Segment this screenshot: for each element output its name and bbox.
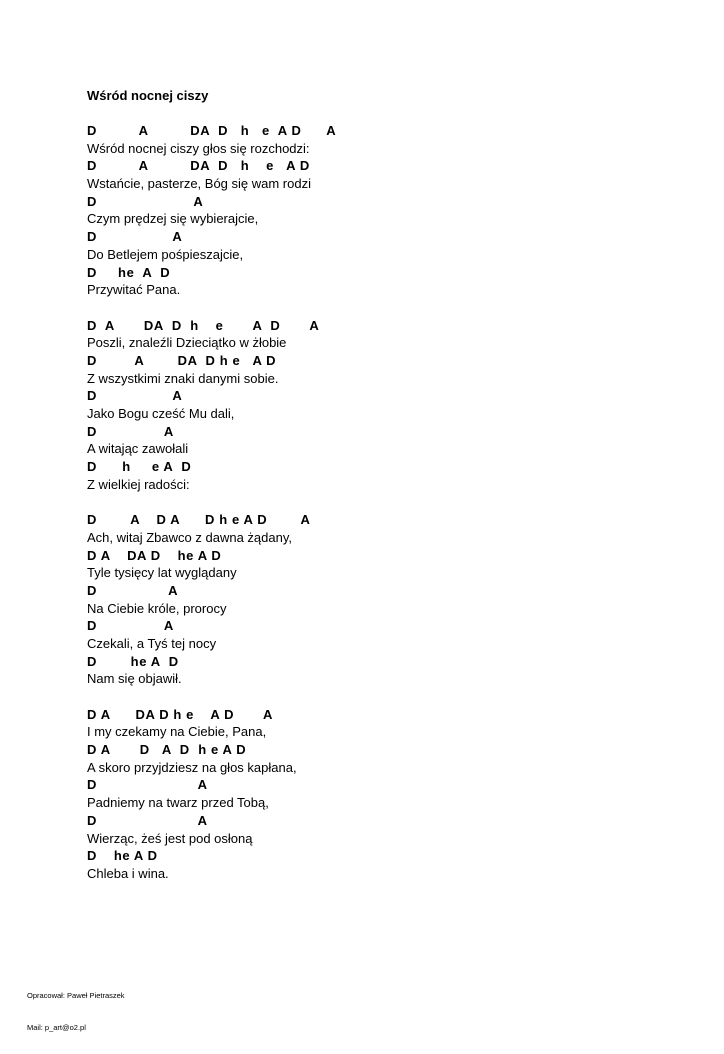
chord-line: D he A D xyxy=(87,848,158,864)
chord-line: D A D A D h e A D xyxy=(87,742,247,758)
lyric-line: A skoro przyjdziesz na głos kapłana, xyxy=(87,759,297,775)
chord-line: D A D A D h e A D A xyxy=(87,512,311,528)
lyric-line: Czekali, a Tyś tej nocy xyxy=(87,635,217,651)
lyric-line: Z wszystkimi znaki danymi sobie. xyxy=(87,370,279,386)
song-body xyxy=(87,122,687,900)
chord-line: D h e A D xyxy=(87,459,192,475)
chord-line: D A DA D h e A D A xyxy=(87,706,274,722)
lyric-line: Chleba i wina. xyxy=(87,865,169,881)
verse-3 xyxy=(87,511,687,688)
lyric-line: Wśród nocnej ciszy głos się rozchodzi: xyxy=(87,140,310,156)
chord-line: D he A D xyxy=(87,653,179,669)
chord-line: D A DA D he A D xyxy=(87,547,222,563)
verse-4 xyxy=(87,706,687,883)
page-footer xyxy=(27,970,125,1054)
chord-line: D A xyxy=(87,618,174,634)
chord-line: D A DA D h e A D xyxy=(87,158,310,174)
chord-line: D A DA D h e A D A xyxy=(87,317,320,333)
lyric-line: Wierząc, żeś jest pod osłoną xyxy=(87,830,253,846)
lyric-line: A witając zawołali xyxy=(87,441,189,457)
lyric-line: Na Ciebie króle, prorocy xyxy=(87,600,227,616)
lyric-line: Ach, witaj Zbawco z dawna żądany, xyxy=(87,529,292,545)
chord-line: D A xyxy=(87,388,183,404)
lyric-line: Jako Bogu cześć Mu dali, xyxy=(87,406,235,421)
lyric-line: Padniemy na twarz przed Tobą, xyxy=(87,795,269,811)
verse-1 xyxy=(87,122,687,299)
verse-2 xyxy=(87,317,687,494)
lyric-line: Tyle tysięcy lat wyglądany xyxy=(87,565,237,581)
lyric-line: Nam się objawił. xyxy=(87,671,182,687)
lyric-line: Przywitać Pana. xyxy=(87,282,181,298)
chord-line: D A xyxy=(87,423,174,439)
chord-line: D A DA D h e A D A xyxy=(87,123,337,138)
chord-line: D A xyxy=(87,229,183,245)
chord-line: D A xyxy=(87,582,179,598)
chord-line: D A xyxy=(87,777,208,793)
chord-line: D he A D xyxy=(87,264,171,280)
lyric-line: Poszli, znaleźli Dzieciątko w żłobie xyxy=(87,335,287,351)
lyric-line: Z wielkiej radości: xyxy=(87,476,190,492)
chord-line: D A xyxy=(87,193,204,209)
chord-line: D A DA D h e A D xyxy=(87,352,277,368)
song-title: Wśród nocnej ciszy xyxy=(87,88,209,103)
lyric-line: Wstańcie, pasterze, Bóg się wam rodzi xyxy=(87,176,311,192)
lyric-line: Czym prędzej się wybierajcie, xyxy=(87,211,259,227)
chord-line: D A xyxy=(87,812,208,828)
lyric-line: I my czekamy na Ciebie, Pana, xyxy=(87,724,267,740)
lyric-line: Do Betlejem pośpieszajcie, xyxy=(87,246,244,262)
footer-author: Opracował: Paweł Pietraszek xyxy=(27,991,125,1000)
footer-mail: Mail: p_art@o2.pl xyxy=(27,1022,86,1032)
